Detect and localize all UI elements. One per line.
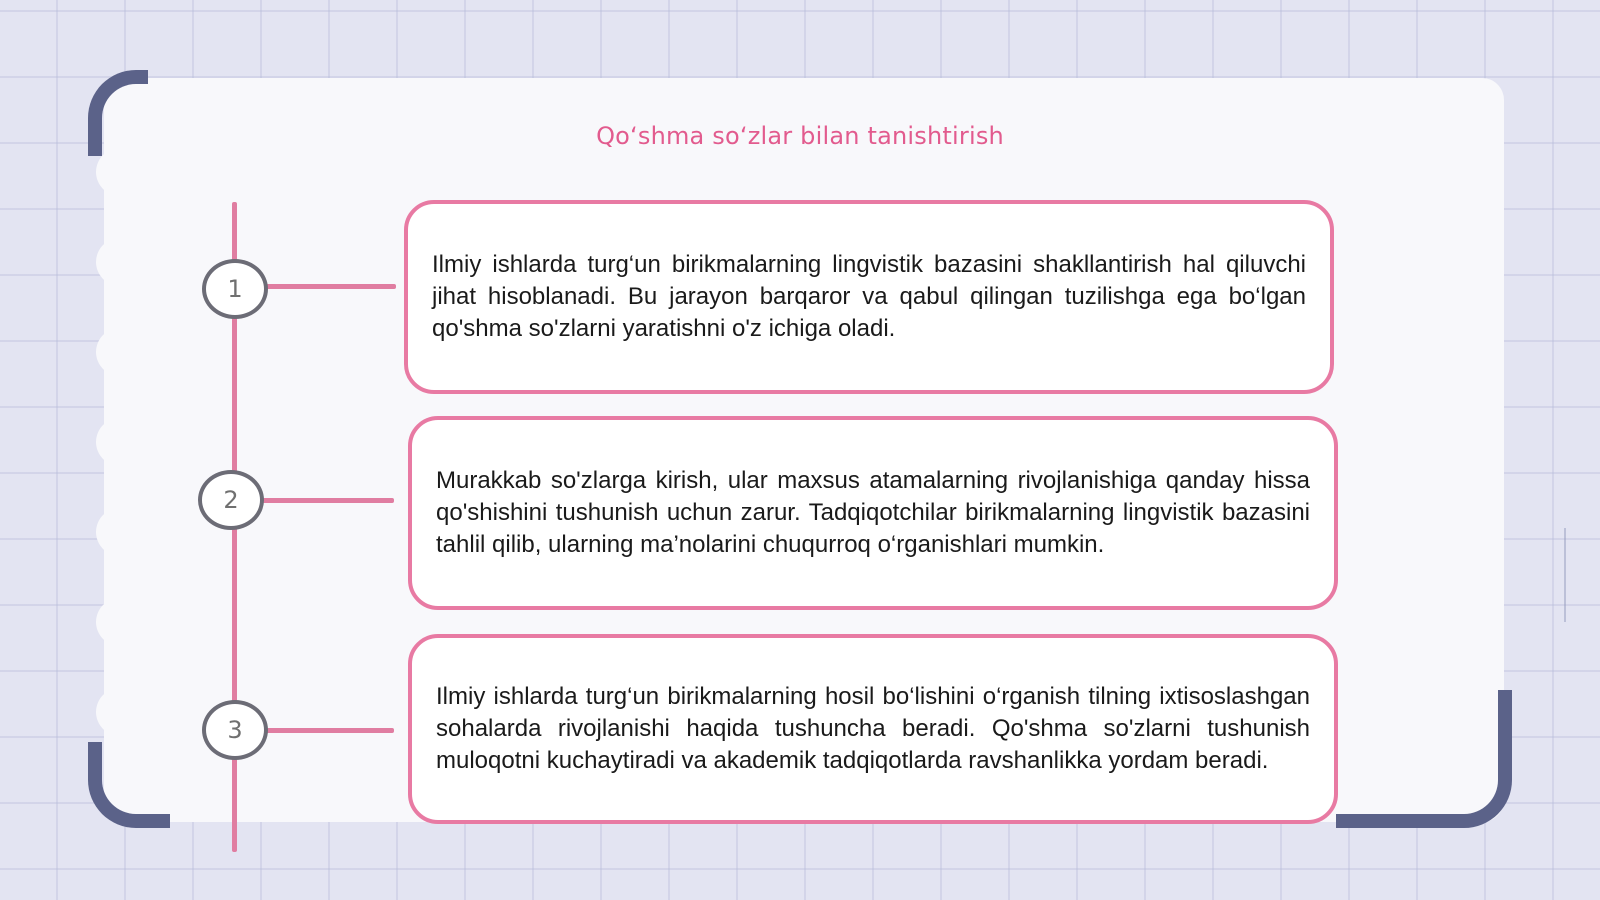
step-box-2 [408,416,1338,610]
step-text-1: Ilmiy ishlarda turg‘un birikmalarning lingvistik bazasini shakllantirish hal qiluvchi jihat hisoblanadi. Bu jarayon barqaror va qabul qilingan tuzilishga ega bo‘lgan qo'shma so'zlarni yaratishni o'z ichiga oladi. [432,251,1306,342]
card-scallop [96,688,126,736]
card-scallop [96,238,126,286]
step-text-2: Murakkab so'zlarga kirish, ular maxsus atamalarning rivojlanishiga qanday hissa qo'shishini tushunish uchun zarur. Tadqiqotchilar birikmalarning lingvistik bazasini tahlil qilib, ularning ma’nolarini chuqurroq o‘rganishlari mumkin. [436,467,1310,558]
step-number-3: 3 [202,700,268,760]
corner-bracket-bottom-left [88,742,170,828]
step-text-3: Ilmiy ishlarda turg‘un birikmalarning hosil bo‘lishini o‘rganish tilning ixtisoslashgan sohalarda rivojlanishi haqida tushuncha beradi. Qo'shma so'zlarni tushunish muloqotni kuchaytiradi va akademik tadqiqotlarda ravshanlikka yordam beradi. [436,683,1310,774]
timeline-connector [262,284,396,289]
timeline-connector [258,498,394,503]
decorative-line [1564,528,1566,622]
step-box-1 [404,200,1334,394]
card-scallop [96,418,126,466]
corner-bracket-bottom-right [1336,690,1512,828]
step-number-1: 1 [202,259,268,319]
step-number-2: 2 [198,470,264,530]
card-scallop [96,598,126,646]
corner-bracket-top-left [88,70,148,156]
slide-title: Qo‘shma so‘zlar bilan tanishtirish [596,122,1004,150]
timeline-connector [262,728,394,733]
card-scallop [96,328,126,376]
card-scallop [96,508,126,556]
step-box-3 [408,634,1338,824]
